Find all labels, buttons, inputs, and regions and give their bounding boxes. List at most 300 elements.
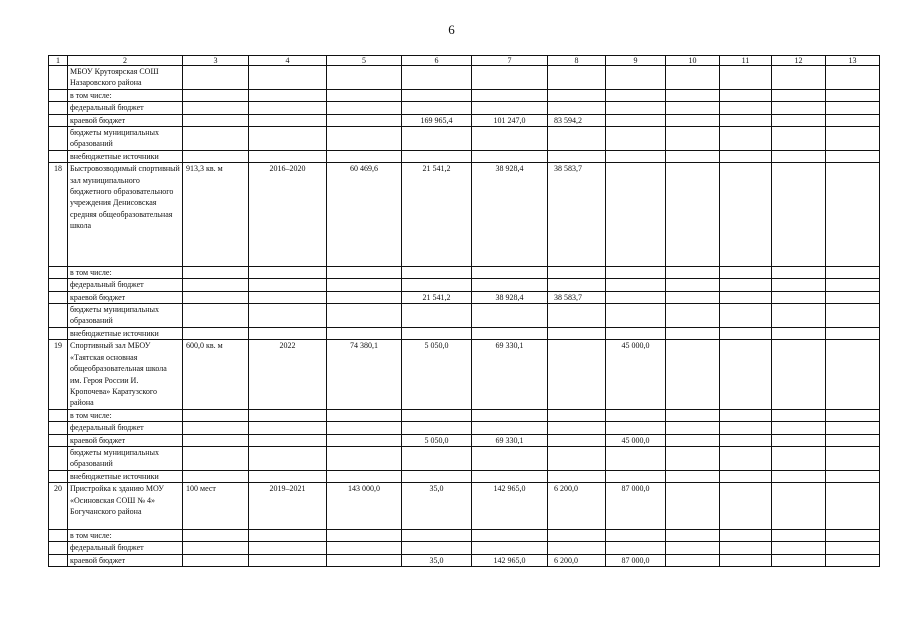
value-col9-cell: 87 000,0: [606, 483, 666, 530]
object-row: [49, 66, 880, 90]
value-col9-cell: [606, 163, 666, 267]
object-row: [49, 340, 880, 409]
value-col9-cell: [606, 291, 666, 303]
period-cell: [249, 291, 327, 303]
capacity-cell: 100 мест: [183, 483, 249, 530]
value-col6-cell: [402, 304, 472, 328]
value-col7-cell: [472, 279, 548, 291]
funding-row: [49, 529, 880, 541]
capacity-cell: [183, 266, 249, 278]
value-col6-cell: [402, 127, 472, 151]
column-number: 1: [49, 56, 68, 66]
item-name: бюджеты муниципальных образований: [68, 304, 183, 328]
empty-cell: [826, 291, 880, 303]
value-col8-cell: [548, 327, 606, 339]
item-name: внебюджетные источники: [68, 470, 183, 482]
empty-cell: [826, 102, 880, 114]
column-number-row: [49, 56, 880, 66]
object-row: [49, 483, 880, 530]
column-number: 10: [666, 56, 720, 66]
item-name: МБОУ Крутоярская СОШ Назаровского района: [68, 66, 183, 90]
value-col9-cell: [606, 102, 666, 114]
empty-cell: [826, 66, 880, 90]
value-col6-cell: 5 050,0: [402, 340, 472, 409]
empty-cell: [772, 266, 826, 278]
period-cell: [249, 446, 327, 470]
value-col6-cell: 21 541,2: [402, 163, 472, 267]
value-col7-cell: [472, 266, 548, 278]
period-cell: [249, 102, 327, 114]
row-number: 19: [49, 340, 68, 409]
value-col6-cell: [402, 266, 472, 278]
empty-cell: [826, 304, 880, 328]
column-number: 6: [402, 56, 472, 66]
empty-cell: [666, 422, 720, 434]
empty-cell: [720, 434, 772, 446]
value-col7-cell: 69 330,1: [472, 340, 548, 409]
value-col8-cell: [548, 409, 606, 421]
funding-row: [49, 150, 880, 162]
capacity-cell: [183, 89, 249, 101]
empty-cell: [720, 150, 772, 162]
row-number: [49, 304, 68, 328]
item-name: федеральный бюджет: [68, 102, 183, 114]
row-number: [49, 102, 68, 114]
capacity-cell: 600,0 кв. м: [183, 340, 249, 409]
total-cost-cell: [327, 102, 402, 114]
item-name: бюджеты муниципальных образований: [68, 127, 183, 151]
empty-cell: [772, 422, 826, 434]
period-cell: [249, 542, 327, 554]
value-col8-cell: [548, 422, 606, 434]
empty-cell: [666, 529, 720, 541]
value-col7-cell: 38 928,4: [472, 163, 548, 267]
value-col6-cell: [402, 89, 472, 101]
value-col8-cell: [548, 340, 606, 409]
empty-cell: [666, 409, 720, 421]
funding-row: [49, 89, 880, 101]
value-col8-cell: [548, 279, 606, 291]
value-col7-cell: [472, 150, 548, 162]
period-cell: [249, 66, 327, 90]
column-number: 3: [183, 56, 249, 66]
funding-row: [49, 266, 880, 278]
value-col6-cell: 35,0: [402, 483, 472, 530]
budget-table: [48, 55, 880, 567]
empty-cell: [666, 291, 720, 303]
value-col9-cell: [606, 304, 666, 328]
capacity-cell: [183, 409, 249, 421]
funding-row: [49, 114, 880, 126]
capacity-cell: [183, 470, 249, 482]
empty-cell: [826, 554, 880, 566]
row-number: [49, 150, 68, 162]
value-col9-cell: 45 000,0: [606, 434, 666, 446]
empty-cell: [772, 434, 826, 446]
value-col7-cell: [472, 529, 548, 541]
value-col7-cell: [472, 327, 548, 339]
column-number: 4: [249, 56, 327, 66]
period-cell: 2019–2021: [249, 483, 327, 530]
empty-cell: [666, 542, 720, 554]
item-name: федеральный бюджет: [68, 422, 183, 434]
value-col8-cell: [548, 304, 606, 328]
item-name: краевой бюджет: [68, 291, 183, 303]
period-cell: [249, 266, 327, 278]
empty-cell: [720, 554, 772, 566]
value-col7-cell: [472, 304, 548, 328]
value-col9-cell: [606, 542, 666, 554]
value-col7-cell: 142 965,0: [472, 483, 548, 530]
empty-cell: [720, 266, 772, 278]
row-number: 18: [49, 163, 68, 267]
funding-row: [49, 409, 880, 421]
value-col7-cell: [472, 127, 548, 151]
value-col7-cell: [472, 409, 548, 421]
value-col9-cell: [606, 266, 666, 278]
empty-cell: [666, 266, 720, 278]
period-cell: 2016–2020: [249, 163, 327, 267]
empty-cell: [826, 340, 880, 409]
funding-row: [49, 446, 880, 470]
empty-cell: [772, 291, 826, 303]
funding-row: [49, 291, 880, 303]
value-col7-cell: [472, 446, 548, 470]
value-col6-cell: [402, 327, 472, 339]
column-number: 5: [327, 56, 402, 66]
item-name: внебюджетные источники: [68, 150, 183, 162]
value-col6-cell: [402, 542, 472, 554]
item-name: в том числе:: [68, 529, 183, 541]
value-col9-cell: [606, 66, 666, 90]
empty-cell: [666, 554, 720, 566]
empty-cell: [772, 114, 826, 126]
empty-cell: [666, 114, 720, 126]
period-cell: [249, 279, 327, 291]
row-number: [49, 422, 68, 434]
period-cell: [249, 127, 327, 151]
value-col6-cell: [402, 102, 472, 114]
capacity-cell: 913,3 кв. м: [183, 163, 249, 267]
column-number: 8: [548, 56, 606, 66]
empty-cell: [666, 163, 720, 267]
capacity-cell: [183, 66, 249, 90]
empty-cell: [720, 470, 772, 482]
total-cost-cell: [327, 529, 402, 541]
item-name: в том числе:: [68, 89, 183, 101]
row-number: [49, 89, 68, 101]
empty-cell: [666, 327, 720, 339]
period-cell: [249, 409, 327, 421]
total-cost-cell: 143 000,0: [327, 483, 402, 530]
value-col8-cell: 38 583,7: [548, 291, 606, 303]
value-col6-cell: [402, 150, 472, 162]
row-number: [49, 66, 68, 90]
value-col7-cell: [472, 422, 548, 434]
empty-cell: [772, 327, 826, 339]
value-col8-cell: [548, 127, 606, 151]
value-col6-cell: [402, 279, 472, 291]
value-col6-cell: [402, 529, 472, 541]
capacity-cell: [183, 422, 249, 434]
empty-cell: [720, 89, 772, 101]
total-cost-cell: [327, 327, 402, 339]
funding-row: [49, 279, 880, 291]
column-number: 13: [826, 56, 880, 66]
period-cell: [249, 554, 327, 566]
value-col9-cell: [606, 529, 666, 541]
capacity-cell: [183, 304, 249, 328]
row-number: [49, 266, 68, 278]
value-col9-cell: [606, 114, 666, 126]
capacity-cell: [183, 291, 249, 303]
empty-cell: [772, 409, 826, 421]
empty-cell: [826, 114, 880, 126]
value-col7-cell: 69 330,1: [472, 434, 548, 446]
empty-cell: [826, 422, 880, 434]
empty-cell: [666, 340, 720, 409]
capacity-cell: [183, 554, 249, 566]
value-col7-cell: 101 247,0: [472, 114, 548, 126]
empty-cell: [772, 163, 826, 267]
total-cost-cell: [327, 114, 402, 126]
column-number: 9: [606, 56, 666, 66]
empty-cell: [666, 279, 720, 291]
empty-cell: [772, 470, 826, 482]
value-col9-cell: 45 000,0: [606, 340, 666, 409]
item-name: краевой бюджет: [68, 434, 183, 446]
empty-cell: [666, 66, 720, 90]
value-col8-cell: [548, 89, 606, 101]
empty-cell: [720, 327, 772, 339]
total-cost-cell: [327, 434, 402, 446]
value-col7-cell: 38 928,4: [472, 291, 548, 303]
period-cell: 2022: [249, 340, 327, 409]
capacity-cell: [183, 114, 249, 126]
funding-row: [49, 434, 880, 446]
row-number: [49, 409, 68, 421]
empty-cell: [720, 102, 772, 114]
capacity-cell: [183, 446, 249, 470]
value-col8-cell: [548, 266, 606, 278]
item-name: в том числе:: [68, 266, 183, 278]
empty-cell: [720, 529, 772, 541]
total-cost-cell: [327, 409, 402, 421]
total-cost-cell: [327, 89, 402, 101]
row-number: [49, 279, 68, 291]
value-col8-cell: 38 583,7: [548, 163, 606, 267]
funding-row: [49, 422, 880, 434]
empty-cell: [826, 529, 880, 541]
row-number: [49, 446, 68, 470]
empty-cell: [720, 279, 772, 291]
period-cell: [249, 89, 327, 101]
empty-cell: [666, 150, 720, 162]
funding-row: [49, 102, 880, 114]
empty-cell: [826, 409, 880, 421]
period-cell: [249, 150, 327, 162]
empty-cell: [772, 127, 826, 151]
empty-cell: [826, 446, 880, 470]
empty-cell: [826, 327, 880, 339]
total-cost-cell: 60 469,6: [327, 163, 402, 267]
column-number: 12: [772, 56, 826, 66]
capacity-cell: [183, 102, 249, 114]
total-cost-cell: [327, 279, 402, 291]
empty-cell: [666, 434, 720, 446]
period-cell: [249, 434, 327, 446]
row-number: [49, 542, 68, 554]
funding-row: [49, 327, 880, 339]
total-cost-cell: [327, 127, 402, 151]
empty-cell: [826, 470, 880, 482]
object-row: [49, 163, 880, 267]
value-col9-cell: [606, 327, 666, 339]
value-col6-cell: 21 541,2: [402, 291, 472, 303]
value-col7-cell: [472, 89, 548, 101]
capacity-cell: [183, 279, 249, 291]
row-number: [49, 327, 68, 339]
column-number: 7: [472, 56, 548, 66]
total-cost-cell: [327, 304, 402, 328]
value-col8-cell: [548, 542, 606, 554]
value-col8-cell: 83 594,2: [548, 114, 606, 126]
value-col9-cell: [606, 127, 666, 151]
empty-cell: [720, 66, 772, 90]
value-col6-cell: [402, 422, 472, 434]
empty-cell: [720, 304, 772, 328]
value-col9-cell: [606, 89, 666, 101]
row-number: [49, 434, 68, 446]
empty-cell: [772, 340, 826, 409]
page-number: 6: [448, 22, 455, 37]
empty-cell: [720, 340, 772, 409]
funding-row: [49, 127, 880, 151]
item-name: Быстровозводимый спортивный зал муниципального бюджетного образовательного учреждения Денисовская средняя общеобразовательная школа: [68, 163, 183, 267]
empty-cell: [826, 434, 880, 446]
value-col8-cell: [548, 434, 606, 446]
empty-cell: [666, 446, 720, 470]
total-cost-cell: [327, 266, 402, 278]
empty-cell: [826, 89, 880, 101]
value-col7-cell: [472, 542, 548, 554]
empty-cell: [772, 150, 826, 162]
total-cost-cell: [327, 66, 402, 90]
row-number: [49, 529, 68, 541]
item-name: Пристройка к зданию МОУ «Осиновская СОШ № 4» Богучанского района: [68, 483, 183, 530]
value-col8-cell: [548, 529, 606, 541]
value-col6-cell: [402, 470, 472, 482]
empty-cell: [772, 554, 826, 566]
empty-cell: [666, 89, 720, 101]
period-cell: [249, 304, 327, 328]
value-col7-cell: [472, 102, 548, 114]
row-number: [49, 114, 68, 126]
empty-cell: [720, 483, 772, 530]
column-number: 2: [68, 56, 183, 66]
value-col6-cell: [402, 446, 472, 470]
item-name: в том числе:: [68, 409, 183, 421]
period-cell: [249, 529, 327, 541]
value-col6-cell: [402, 66, 472, 90]
empty-cell: [720, 127, 772, 151]
total-cost-cell: [327, 291, 402, 303]
value-col8-cell: 6 200,0: [548, 554, 606, 566]
period-cell: [249, 327, 327, 339]
value-col8-cell: [548, 150, 606, 162]
total-cost-cell: [327, 470, 402, 482]
empty-cell: [826, 127, 880, 151]
row-number: [49, 291, 68, 303]
value-col9-cell: [606, 409, 666, 421]
empty-cell: [720, 114, 772, 126]
capacity-cell: [183, 150, 249, 162]
item-name: краевой бюджет: [68, 554, 183, 566]
empty-cell: [772, 483, 826, 530]
period-cell: [249, 114, 327, 126]
value-col9-cell: [606, 422, 666, 434]
funding-row: [49, 542, 880, 554]
empty-cell: [772, 89, 826, 101]
row-number: 20: [49, 483, 68, 530]
column-number: 11: [720, 56, 772, 66]
empty-cell: [826, 279, 880, 291]
value-col8-cell: 6 200,0: [548, 483, 606, 530]
total-cost-cell: [327, 446, 402, 470]
value-col9-cell: [606, 446, 666, 470]
value-col6-cell: 35,0: [402, 554, 472, 566]
empty-cell: [720, 422, 772, 434]
capacity-cell: [183, 434, 249, 446]
total-cost-cell: [327, 542, 402, 554]
capacity-cell: [183, 529, 249, 541]
empty-cell: [720, 409, 772, 421]
empty-cell: [772, 279, 826, 291]
empty-cell: [720, 446, 772, 470]
item-name: Спортивный зал МБОУ «Таятская основная общеобразовательная школа им. Героя России И. Кропочева» Каратузского района: [68, 340, 183, 409]
value-col7-cell: [472, 470, 548, 482]
empty-cell: [666, 470, 720, 482]
empty-cell: [772, 66, 826, 90]
empty-cell: [772, 529, 826, 541]
value-col9-cell: [606, 279, 666, 291]
total-cost-cell: [327, 422, 402, 434]
value-col8-cell: [548, 470, 606, 482]
empty-cell: [772, 542, 826, 554]
empty-cell: [720, 163, 772, 267]
total-cost-cell: [327, 554, 402, 566]
value-col8-cell: [548, 446, 606, 470]
value-col7-cell: 142 965,0: [472, 554, 548, 566]
item-name: краевой бюджет: [68, 114, 183, 126]
value-col6-cell: [402, 409, 472, 421]
value-col6-cell: 5 050,0: [402, 434, 472, 446]
empty-cell: [826, 542, 880, 554]
value-col9-cell: [606, 150, 666, 162]
total-cost-cell: [327, 150, 402, 162]
row-number: [49, 470, 68, 482]
empty-cell: [772, 304, 826, 328]
funding-row: [49, 554, 880, 566]
empty-cell: [666, 483, 720, 530]
empty-cell: [772, 446, 826, 470]
row-number: [49, 554, 68, 566]
empty-cell: [720, 542, 772, 554]
empty-cell: [826, 150, 880, 162]
empty-cell: [666, 102, 720, 114]
empty-cell: [666, 304, 720, 328]
value-col9-cell: [606, 470, 666, 482]
